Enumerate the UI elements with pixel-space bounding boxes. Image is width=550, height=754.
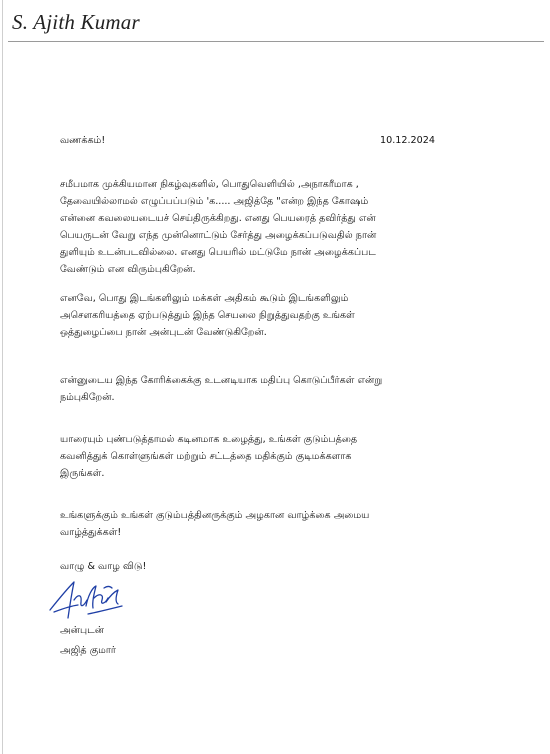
- greeting: வணக்கம்!: [60, 135, 106, 146]
- signoff: அன்புடன்: [60, 625, 105, 636]
- paragraph-line: துளியும் உடன்படவில்லை. எனது பெயரில் மட்டுமே நான் அழைக்கப்பட: [60, 247, 376, 258]
- paragraph-line: பெயருடன் வேறு எந்த முன்னொட்டும் சேர்த்து அழைக்கப்படுவதில் நான்: [60, 230, 377, 241]
- paragraph-line: அசௌகரியத்தை ஏற்படுத்தும் இந்த செயலை நிறுத்துவதற்கு உங்கள்: [60, 310, 355, 321]
- paragraph-line: வேண்டும் என விரும்புகிறேன்.: [60, 264, 196, 275]
- paragraph-2: [60, 290, 355, 341]
- paragraph-line: என்னை கவலையடையச் செய்திருக்கிறது. எனது பெயரைத் தவிர்த்து என்: [60, 213, 376, 224]
- paragraph-line: இருங்கள்.: [60, 468, 105, 479]
- paragraph-line: வாழ்த்துக்கள்!: [60, 527, 122, 538]
- letter-date: 10.12.2024: [380, 135, 435, 146]
- paragraph-line: எனவே, பொது இடங்களிலும் மக்கள் அதிகம் கூடும் இடங்களிலும்: [60, 293, 349, 304]
- paragraph-line: தேவையில்லாமல் எழுப்பப்படும் 'க..... அஜித்தே "என்ற இந்த கோஷம்: [60, 196, 369, 207]
- paragraph-3: [60, 372, 382, 406]
- handwritten-signature: [44, 576, 128, 624]
- paragraph-line: யாரையும் புண்படுத்தாமல் கடினமாக உழைத்து, உங்கள் குடும்பத்தை: [60, 434, 358, 445]
- paragraph-4: [60, 431, 357, 482]
- paragraph-5: [60, 507, 369, 541]
- paragraph-1: [60, 176, 376, 278]
- page-edge-rule: [2, 0, 3, 754]
- letterhead-name: S. Ajith Kumar: [12, 10, 140, 34]
- paragraph-line: உங்களுக்கும் உங்கள் குடும்பத்தினருக்கும் அழகான வாழ்க்கை அமைய: [60, 510, 370, 521]
- paragraph-line: கவனித்துக் கொள்ளுங்கள் மற்றும் சட்டத்தை மதிக்கும் குடிமக்களாக: [60, 451, 352, 462]
- signatory-name: அஜித் குமார்: [60, 645, 116, 656]
- paragraph-line: நம்புகிறேன்.: [60, 392, 115, 403]
- paragraph-line: என்னுடைய இந்த கோரிக்கைக்கு உடனடியாக மதிப்பு கொடுப்பீர்கள் என்று: [60, 375, 383, 386]
- paragraph-line: ஒத்துழைப்பை நான் அன்புடன் வேண்டுகிறேன்.: [60, 327, 267, 338]
- paragraph-line: சமீபமாக முக்கியமான நிகழ்வுகளில், பொதுவெளியில் ,அநாகரீமாக ,: [60, 179, 359, 190]
- closing-line: வாழு & வாழ விடு!: [60, 561, 147, 572]
- letterhead-divider: [8, 41, 544, 42]
